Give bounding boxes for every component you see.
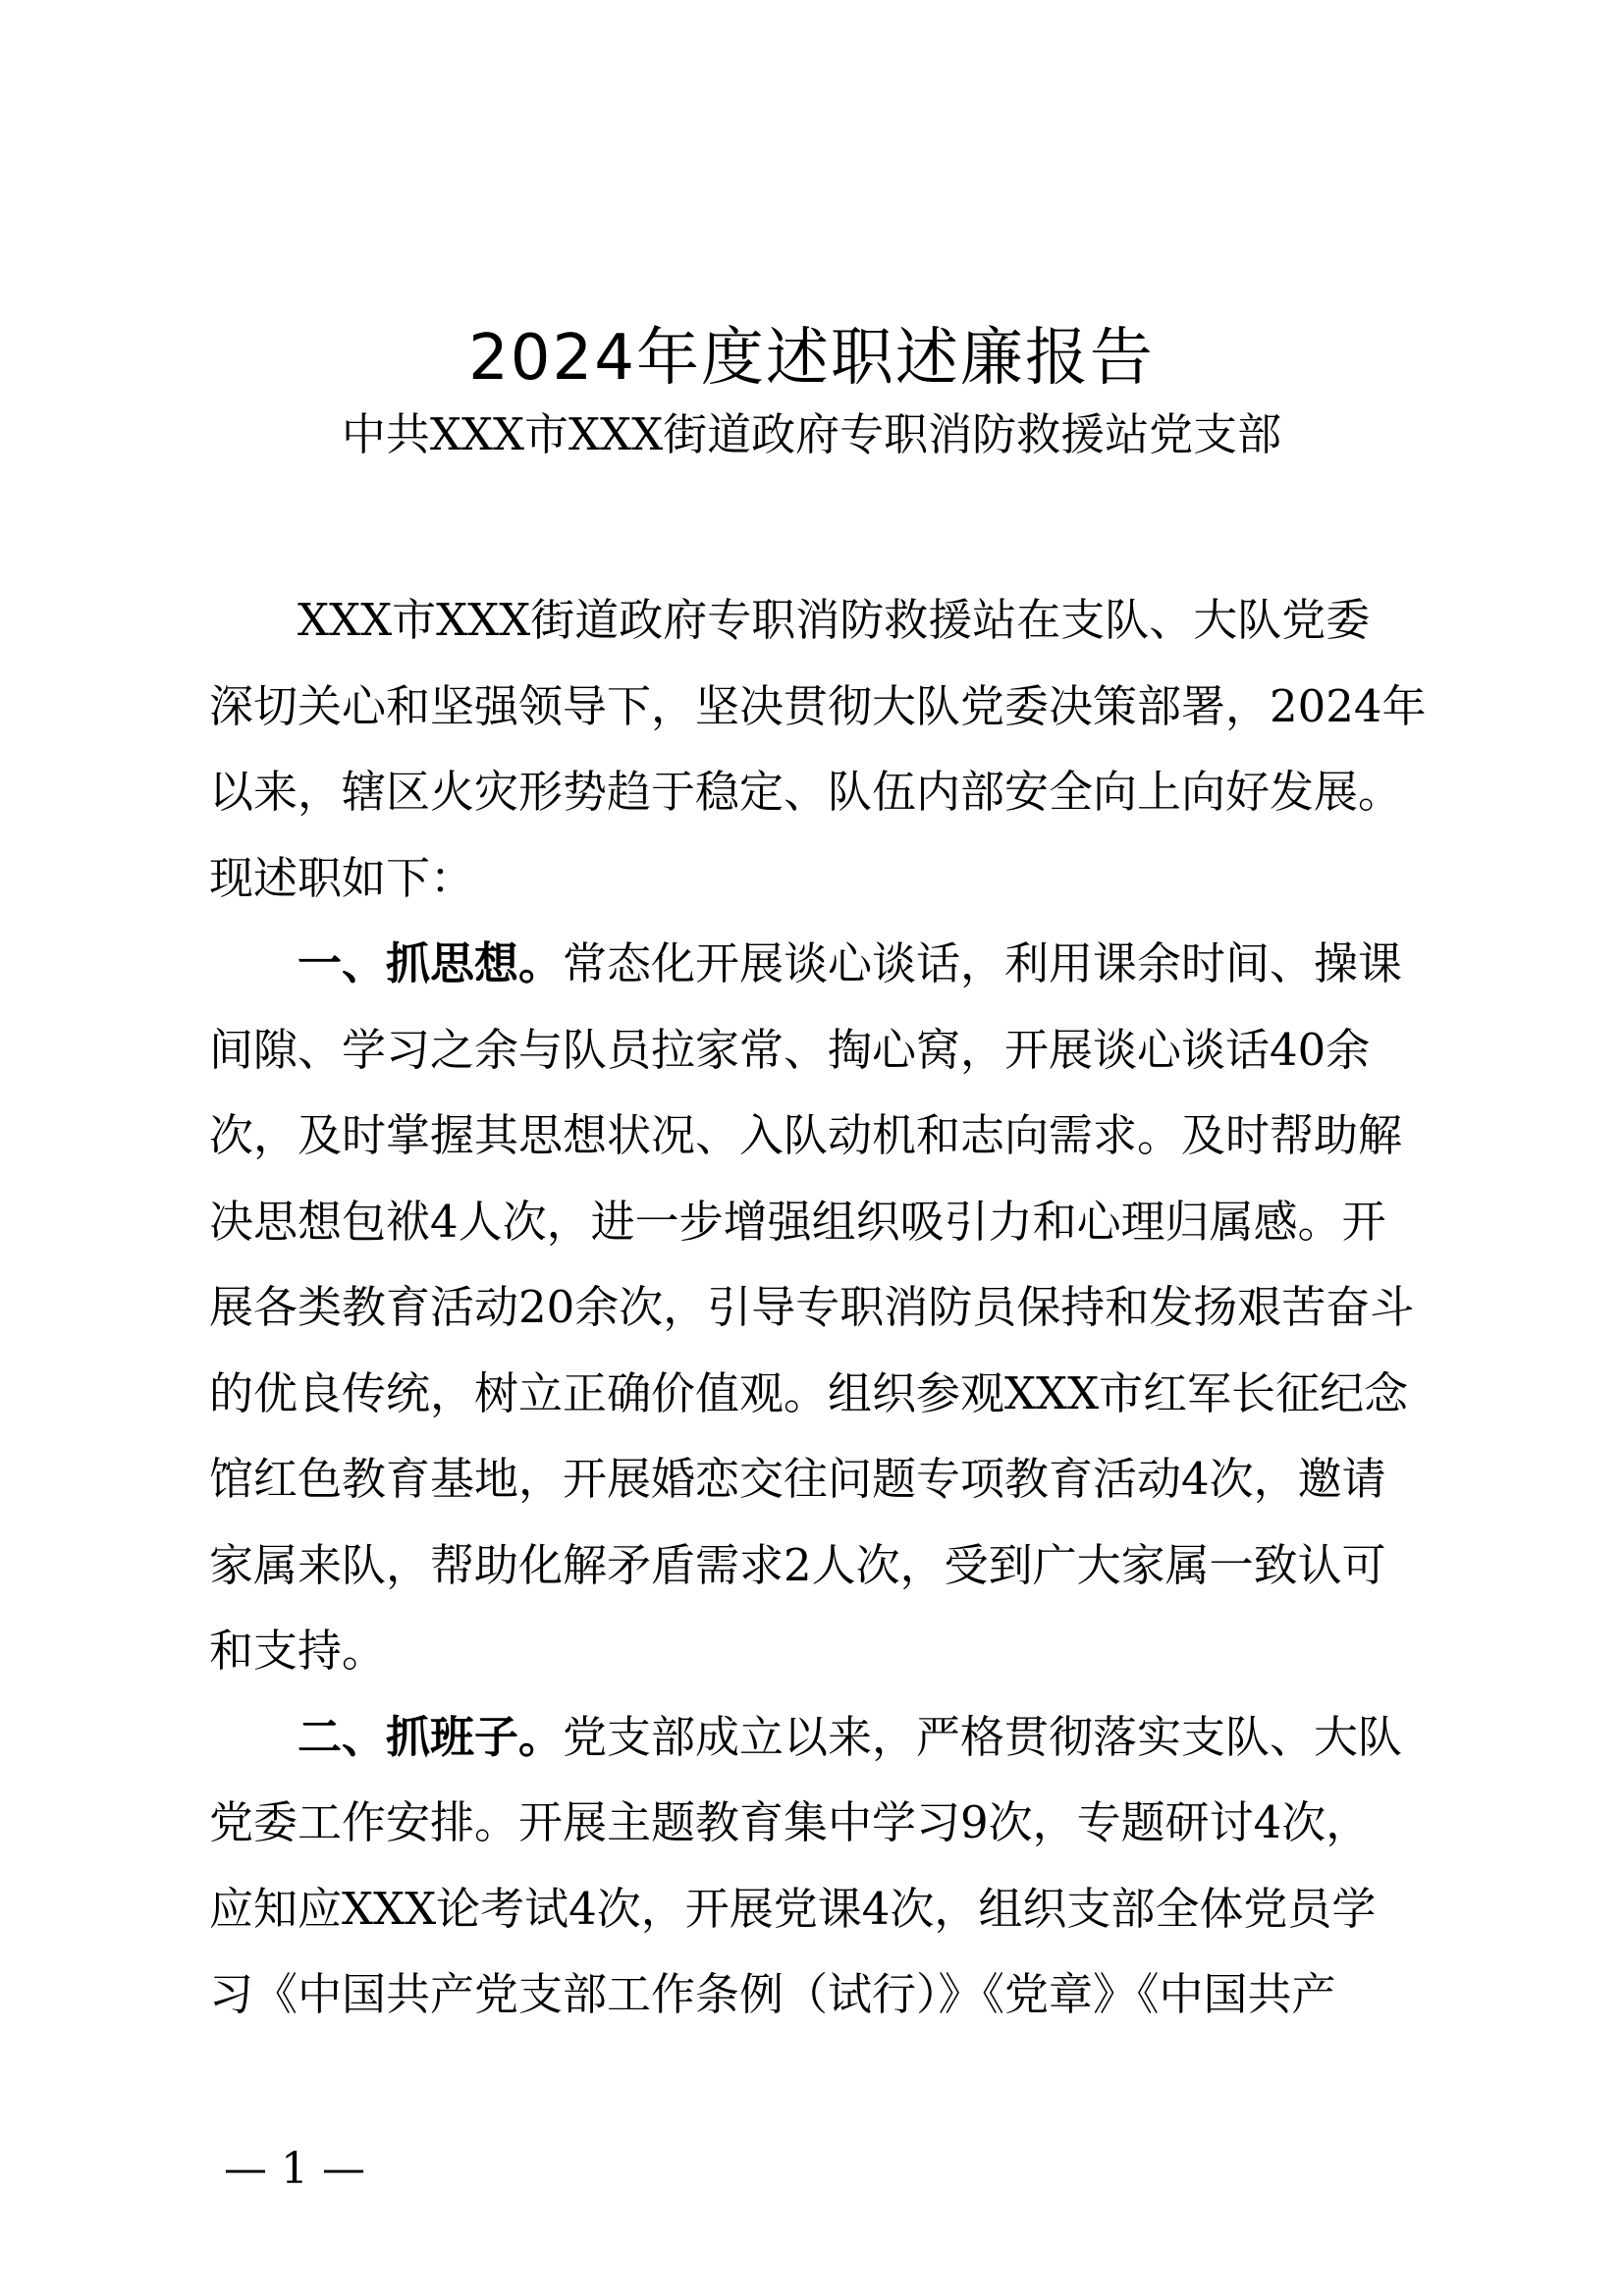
section2-line: 习《中国共产党支部工作条例（试行）》《党章》《中国共产	[209, 1968, 1336, 2020]
intro-line: XXX市XXX街道政府专职消防救援站在支队、大队党委	[298, 594, 1371, 646]
intro-line: 以来，辖区火灾形势趋于稳定、队伍内部安全向上向好发展。	[209, 766, 1403, 818]
section2-heading: 二、抓班子。	[298, 1710, 564, 1763]
section1-first-line-text: 常态化开展谈心谈话，利用课余时间、操课	[563, 937, 1403, 989]
section1-line: 馆红色教育基地，开展婚恋交往问题专项教育活动4次，邀请	[209, 1453, 1386, 1505]
section2-line: 应知应XXX论考试4次，开展党课4次，组织支部全体党员学	[209, 1882, 1377, 1935]
section1-line: 间隙、学习之余与队员拉家常、掏心窝，开展谈心谈话40余	[209, 1023, 1371, 1076]
document-title: 2024年度述职述廉报告	[468, 322, 1155, 395]
page-number: — 1 —	[224, 2144, 365, 2194]
document-subtitle: 中共XXX市XXX街道政府专职消防救援站党支部	[341, 408, 1282, 460]
section1-first-line	[209, 921, 1427, 1007]
section2-line: 党委工作安排。开展主题教育集中学习9次，专题研讨4次，	[209, 1796, 1371, 1848]
section1-line: 家属来队，帮助化解矛盾需求2人次，受到广大家属一致认可	[209, 1538, 1386, 1591]
section2-first-line-text: 党支部成立以来，严格贯彻落实支队、大队	[563, 1710, 1403, 1763]
section2-first-line	[209, 1694, 1427, 1781]
section1-line: 决思想包袱4人次，进一步增强组织吸引力和心理归属感。开	[209, 1195, 1386, 1248]
section1-line: 和支持。	[209, 1625, 387, 1677]
document-body	[209, 577, 1427, 2038]
intro-line: 现述职如下：	[209, 851, 475, 904]
intro-line: 深切关心和坚强领导下，坚决贯彻大队党委决策部署，2024年	[209, 679, 1427, 732]
section1-line: 次，及时掌握其思想状况、入队动机和志向需求。及时帮助解	[209, 1109, 1403, 1161]
section1-line: 展各类教育活动20余次，引导专职消防员保持和发扬艰苦奋斗	[209, 1281, 1415, 1333]
section1-heading: 一、抓思想。	[298, 937, 564, 989]
section1-line: 的优良传统，树立正确价值观。组织参观XXX市红军长征纪念	[209, 1366, 1409, 1419]
